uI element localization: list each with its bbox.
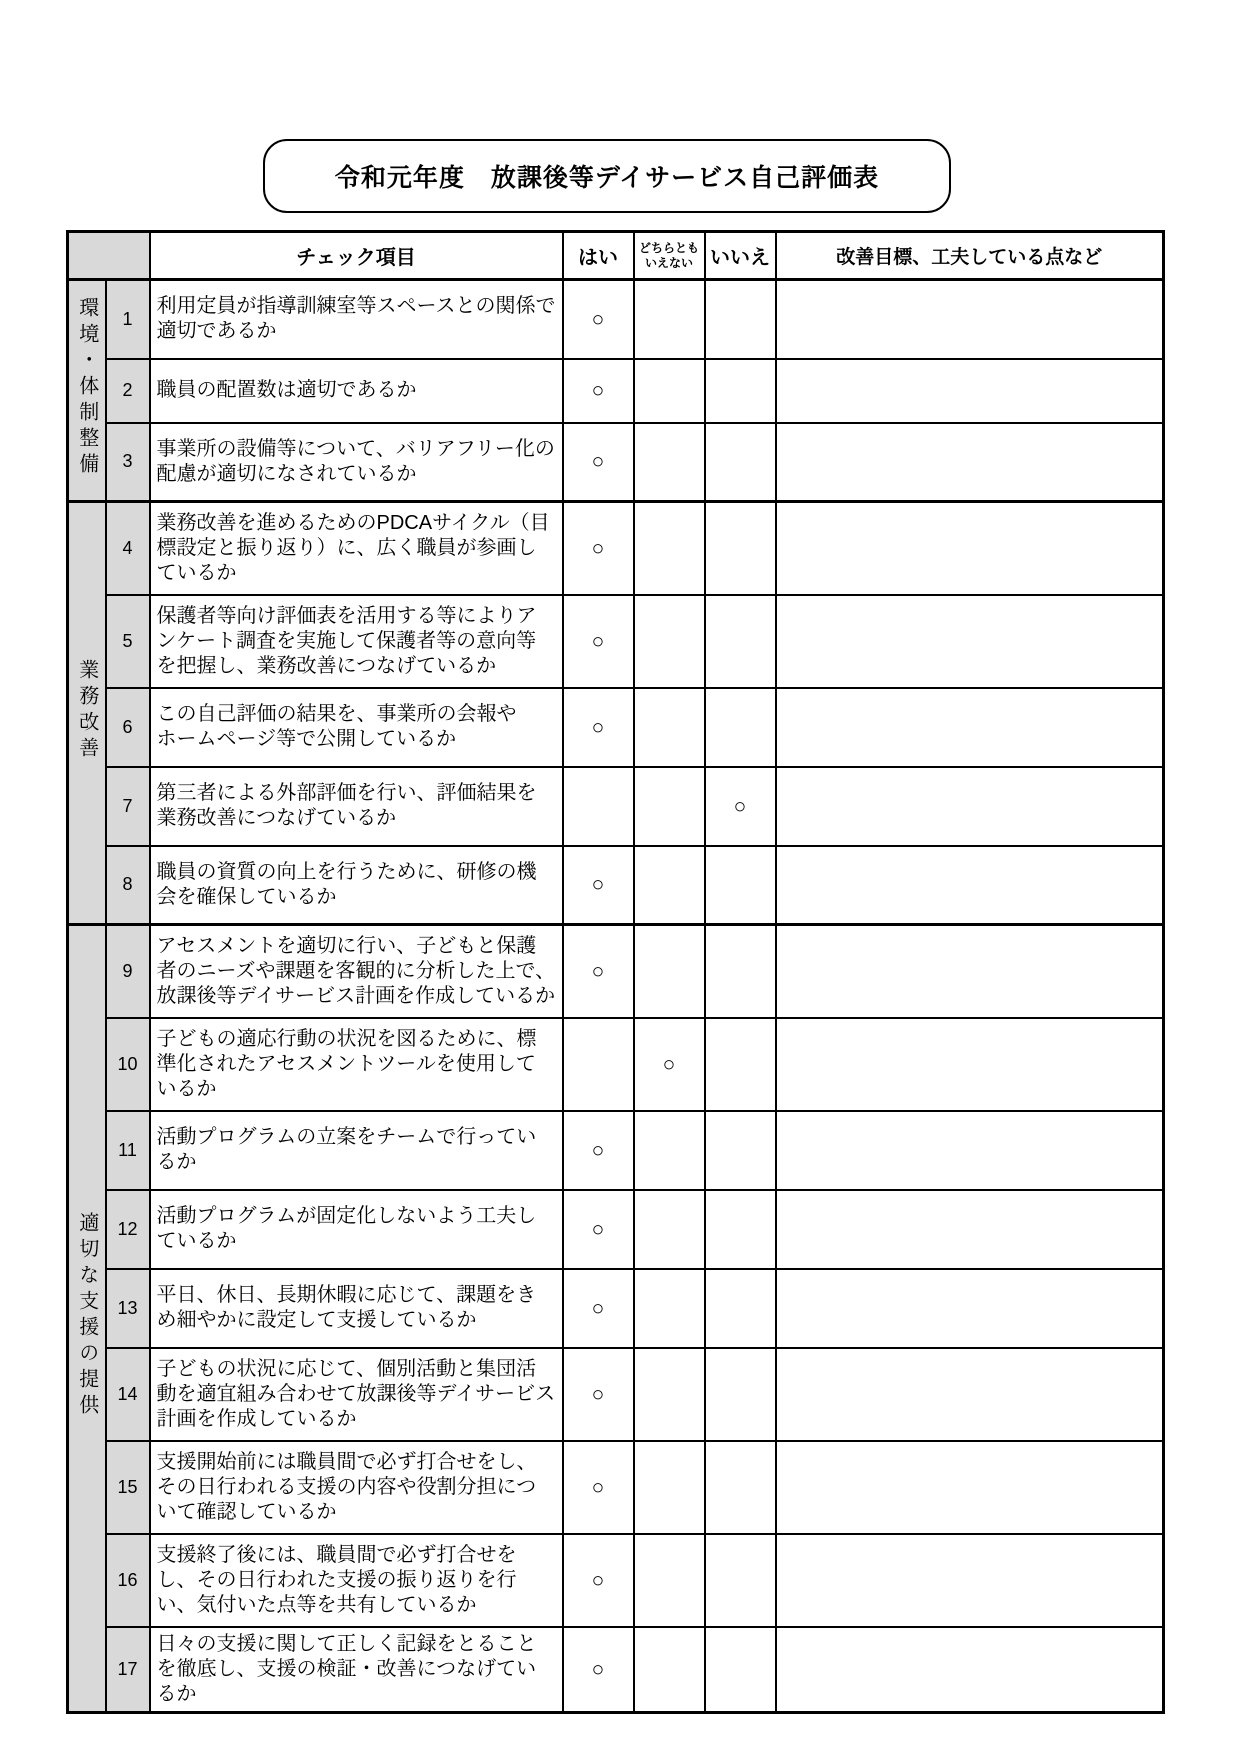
answer-yes-cell: ○ [563, 846, 634, 925]
notes-cell [776, 1111, 1164, 1190]
check-item-text: 子どもの状況に応じて、個別活動と集団活動を適宜組み合わせて放課後等デイサービス計画を作成しているか [150, 1348, 563, 1441]
answer-neither-cell [634, 595, 705, 688]
notes-cell [776, 1348, 1164, 1441]
check-item-text: 子どもの適応行動の状況を図るために、標準化されたアセスメントツールを使用しているか [150, 1018, 563, 1111]
table-row [68, 359, 1164, 423]
answer-yes-cell: ○ [563, 1348, 634, 1441]
answer-no-cell [705, 1269, 776, 1348]
header-no: いいえ [705, 232, 776, 280]
answer-no-cell [705, 688, 776, 767]
check-item-text: アセスメントを適切に行い、子どもと保護者のニーズや課題を客観的に分析した上で、放課後等デイサービス計画を作成しているか [150, 925, 563, 1018]
answer-yes-cell: ○ [563, 502, 634, 595]
answer-no-cell [705, 1627, 776, 1713]
table-row [68, 502, 1164, 595]
check-item-text: 第三者による外部評価を行い、評価結果を業務改善につなげているか [150, 767, 563, 846]
row-number: 17 [106, 1627, 150, 1713]
notes-cell [776, 1269, 1164, 1348]
answer-neither-cell [634, 1534, 705, 1627]
check-item-text: 利用定員が指導訓練室等スペースとの関係で適切であるか [150, 280, 563, 359]
table-row [68, 767, 1164, 846]
answer-neither-cell [634, 1190, 705, 1269]
header-neither-line1: どちらとも [638, 241, 699, 256]
header-yes: はい [563, 232, 634, 280]
answer-no-cell [705, 1441, 776, 1534]
answer-neither-cell [634, 1269, 705, 1348]
answer-yes-cell: ○ [563, 925, 634, 1018]
check-item-text: この自己評価の結果を、事業所の会報やホームページ等で公開しているか [150, 688, 563, 767]
check-item-text: 活動プログラムの立案をチームで行っているか [150, 1111, 563, 1190]
answer-no-cell [705, 1018, 776, 1111]
answer-yes-cell: ○ [563, 359, 634, 423]
table-row [68, 1441, 1164, 1534]
table-header-row [68, 232, 1164, 280]
answer-neither-cell [634, 688, 705, 767]
row-number: 1 [106, 280, 150, 359]
answer-yes-cell: ○ [563, 1627, 634, 1713]
row-number: 10 [106, 1018, 150, 1111]
answer-yes-cell: ○ [563, 1269, 634, 1348]
title-box [263, 139, 951, 213]
answer-yes-cell: ○ [563, 1190, 634, 1269]
table-row [68, 925, 1164, 1018]
header-check-item: チェック項目 [150, 232, 563, 280]
header-neither [634, 232, 705, 280]
check-item-text: 保護者等向け評価表を活用する等によりアンケート調査を実施して保護者等の意向等を把握し、業務改善につなげているか [150, 595, 563, 688]
row-number: 8 [106, 846, 150, 925]
row-number: 3 [106, 423, 150, 502]
notes-cell [776, 359, 1164, 423]
notes-cell [776, 846, 1164, 925]
answer-neither-cell [634, 1627, 705, 1713]
check-item-text: 職員の配置数は適切であるか [150, 359, 563, 423]
category-label: 環境・体制整備 [68, 280, 106, 502]
table-row [68, 280, 1164, 359]
check-item-text: 事業所の設備等について、バリアフリー化の配慮が適切になされているか [150, 423, 563, 502]
answer-yes-cell [563, 1018, 634, 1111]
row-number: 6 [106, 688, 150, 767]
row-number: 13 [106, 1269, 150, 1348]
notes-cell [776, 767, 1164, 846]
table-row [68, 1018, 1164, 1111]
answer-neither-cell [634, 1348, 705, 1441]
notes-cell [776, 1627, 1164, 1713]
row-number: 2 [106, 359, 150, 423]
answer-no-cell [705, 423, 776, 502]
answer-yes-cell: ○ [563, 1111, 634, 1190]
answer-no-cell [705, 846, 776, 925]
answer-neither-cell [634, 1111, 705, 1190]
row-number: 14 [106, 1348, 150, 1441]
notes-cell [776, 280, 1164, 359]
header-neither-line2: いえない [644, 255, 693, 270]
table-row [68, 688, 1164, 767]
row-number: 5 [106, 595, 150, 688]
answer-yes-cell: ○ [563, 688, 634, 767]
header-notes: 改善目標、工夫している点など [776, 232, 1164, 280]
notes-cell [776, 423, 1164, 502]
category-label: 業務改善 [68, 502, 106, 925]
table-row [68, 1190, 1164, 1269]
table-row [68, 1534, 1164, 1627]
answer-yes-cell: ○ [563, 280, 634, 359]
answer-neither-cell [634, 280, 705, 359]
answer-neither-cell [634, 502, 705, 595]
table-row [68, 595, 1164, 688]
answer-neither-cell [634, 423, 705, 502]
answer-neither-cell: ○ [634, 1018, 705, 1111]
check-item-text: 活動プログラムが固定化しないよう工夫しているか [150, 1190, 563, 1269]
answer-neither-cell [634, 846, 705, 925]
answer-no-cell [705, 280, 776, 359]
table-row [68, 1269, 1164, 1348]
check-item-text: 日々の支援に関して正しく記録をとることを徹底し、支援の検証・改善につなげているか [150, 1627, 563, 1713]
check-item-text: 支援終了後には、職員間で必ず打合せをし、その日行われた支援の振り返りを行い、気付いた点等を共有しているか [150, 1534, 563, 1627]
header-corner-cell [68, 232, 150, 280]
table-row [68, 1111, 1164, 1190]
table-row [68, 846, 1164, 925]
answer-no-cell [705, 1111, 776, 1190]
row-number: 9 [106, 925, 150, 1018]
table-row [68, 1627, 1164, 1713]
check-item-text: 職員の資質の向上を行うために、研修の機会を確保しているか [150, 846, 563, 925]
table-body [68, 232, 1164, 1713]
answer-yes-cell: ○ [563, 423, 634, 502]
answer-yes-cell [563, 767, 634, 846]
check-item-text: 平日、休日、長期休暇に応じて、課題をきめ細やかに設定して支援しているか [150, 1269, 563, 1348]
table-row [68, 1348, 1164, 1441]
evaluation-table [66, 230, 1165, 1714]
answer-neither-cell [634, 1441, 705, 1534]
answer-yes-cell: ○ [563, 595, 634, 688]
answer-no-cell [705, 359, 776, 423]
answer-neither-cell [634, 925, 705, 1018]
notes-cell [776, 595, 1164, 688]
answer-no-cell [705, 1190, 776, 1269]
answer-yes-cell: ○ [563, 1534, 634, 1627]
row-number: 15 [106, 1441, 150, 1534]
notes-cell [776, 1441, 1164, 1534]
notes-cell [776, 925, 1164, 1018]
row-number: 7 [106, 767, 150, 846]
table-row [68, 423, 1164, 502]
page-title: 令和元年度 放課後等デイサービス自己評価表 [334, 164, 880, 192]
answer-neither-cell [634, 359, 705, 423]
answer-no-cell [705, 502, 776, 595]
answer-no-cell [705, 925, 776, 1018]
notes-cell [776, 1534, 1164, 1627]
row-number: 12 [106, 1190, 150, 1269]
answer-no-cell [705, 1348, 776, 1441]
answer-no-cell [705, 1534, 776, 1627]
category-label: 適切な支援の提供 [68, 925, 106, 1713]
notes-cell [776, 502, 1164, 595]
notes-cell [776, 1190, 1164, 1269]
notes-cell [776, 688, 1164, 767]
row-number: 11 [106, 1111, 150, 1190]
check-item-text: 支援開始前には職員間で必ず打合せをし、その日行われる支援の内容や役割分担について確認しているか [150, 1441, 563, 1534]
row-number: 4 [106, 502, 150, 595]
answer-yes-cell: ○ [563, 1441, 634, 1534]
answer-no-cell [705, 595, 776, 688]
notes-cell [776, 1018, 1164, 1111]
row-number: 16 [106, 1534, 150, 1627]
answer-no-cell: ○ [705, 767, 776, 846]
answer-neither-cell [634, 767, 705, 846]
check-item-text: 業務改善を進めるためのPDCAサイクル（目標設定と振り返り）に、広く職員が参画しているか [150, 502, 563, 595]
